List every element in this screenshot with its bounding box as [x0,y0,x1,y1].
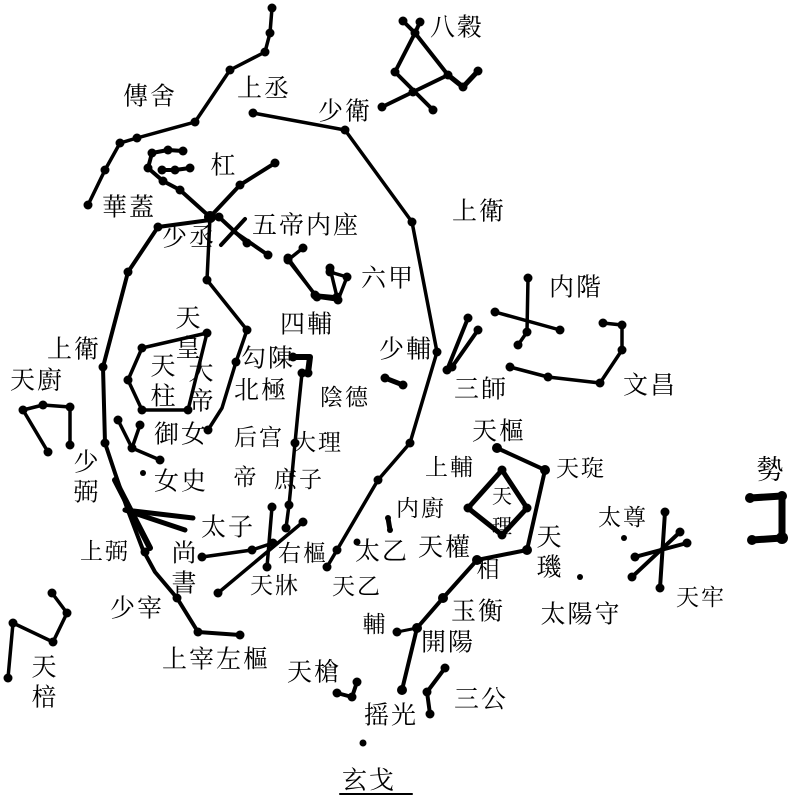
label-tianlao: 天牢 [676,584,726,611]
label-tianbang: 棓 [31,682,57,712]
star [236,181,245,190]
star [514,341,523,350]
star [311,291,320,300]
star [444,71,453,80]
star [269,539,278,548]
star [243,326,252,335]
star [4,674,13,683]
star [124,268,133,277]
star [164,146,173,155]
constellation-line [267,507,272,567]
star [391,68,400,77]
star [136,421,145,430]
label-shuzi: 庶子 [274,466,324,493]
star [387,527,393,533]
star [506,363,515,372]
label-tianquan: 天權 [417,532,473,562]
label-shangwei-left: 上衛 [46,334,102,364]
star [138,406,147,415]
label-shangbi: 上弼 [80,538,130,565]
label-xuange: 玄戈 [341,765,397,795]
label-wudineizuo: 五帝内座 [251,210,361,240]
star [138,344,147,353]
label-neijie: 内階 [548,272,604,302]
star [381,374,390,383]
label-taizun: 太尊 [598,504,648,531]
star [596,379,605,388]
star [464,314,473,323]
label-fu: 輔 [362,611,386,638]
label-shaowei: 少衛 [317,96,373,126]
star [128,444,137,453]
star [84,201,93,210]
label-shaozai: 少宰 [109,593,165,623]
label-hougong: 后宫 [234,424,284,451]
label-bagu: 八穀 [429,12,485,42]
star [745,493,755,503]
star [124,376,133,385]
label-nvshi: 女史 [153,466,209,496]
star [141,548,150,557]
star [264,251,273,260]
star [423,688,432,697]
star [179,147,188,156]
star [393,628,402,637]
label-tianli: 理 [492,513,512,538]
constellation-line [88,8,272,205]
label-huagai: 華蓋 [101,192,157,222]
star [243,239,252,248]
label-shi: 勢 [756,455,784,487]
star [268,503,277,512]
star [385,515,391,521]
label-tianxuan: 天琁 [556,455,606,482]
star [776,532,788,544]
label-shangshu: 尚 [171,538,197,568]
label-yuheng: 玉衡 [450,596,506,626]
star [333,293,342,302]
star [248,546,257,555]
label-gouchen: 勾陳 [240,343,296,373]
label-liujia: 六甲 [360,263,416,293]
label-shangwei-right: 上衛 [451,196,507,226]
star [438,593,448,603]
star [618,346,627,355]
star [523,328,532,337]
star [411,29,420,38]
label-tianyi: 天乙 [332,573,382,600]
star [408,218,417,227]
label-shaobi: 少 [73,447,99,477]
star [524,274,533,283]
star [353,678,362,687]
star [326,264,335,273]
star [263,563,272,572]
star [491,308,500,317]
label-taizi: 太子 [200,512,256,542]
star [63,609,72,618]
label-tianhuang: 皇 [175,333,201,363]
label-dadi: 帝 [188,386,214,416]
label-neichu: 内廚 [396,495,446,522]
star [399,17,408,26]
star [661,508,670,517]
label-dali: 大理 [293,429,343,456]
star [266,29,275,38]
label-yaoguang: 摇光 [363,700,419,730]
label-tianzhu-pillar: 柱 [150,381,176,411]
star [186,164,195,173]
star [631,553,640,562]
label-yunv: 御女 [153,419,209,449]
star [378,103,387,112]
star [523,504,532,513]
star [39,401,48,410]
star [406,439,415,448]
label-sifu: 四輔 [279,309,335,339]
constellation-line [750,496,782,540]
star [448,363,457,372]
star [116,139,125,148]
star [19,406,28,415]
label-shaocheng: 少丞 [161,222,217,252]
label-shangshu: 書 [171,568,197,598]
star [333,546,342,555]
star [156,456,165,465]
star [140,470,146,476]
star [498,466,507,475]
star [44,448,53,457]
label-di: 帝 [233,464,257,491]
star [299,518,308,527]
star [66,403,75,412]
label-tianzhu-pillar: 天 [150,351,176,381]
star [249,109,258,118]
star [618,321,627,330]
star [282,524,291,533]
label-taiyi: 太乙 [354,536,410,566]
constellation-line [395,33,415,72]
star [144,164,153,173]
label-tianji: 璣 [536,552,562,582]
star [397,685,407,695]
label-sanshi: 三師 [453,374,509,404]
star [441,664,450,673]
star [271,159,280,168]
star [101,439,110,448]
label-tianchu-kitchen: 天廚 [9,365,65,395]
star [341,126,350,135]
label-gang: 杠 [210,150,236,180]
star [203,329,212,338]
star [522,545,532,555]
star [158,166,167,175]
star [114,416,123,425]
star [628,573,637,582]
star [171,166,180,175]
star [101,166,110,175]
star [198,553,207,562]
label-shaobi: 弼 [73,477,99,507]
star [99,363,108,372]
star [133,134,142,143]
star [544,373,553,382]
star [48,589,57,598]
star [656,584,665,593]
label-wenchang: 文昌 [622,370,678,400]
star [191,118,200,127]
star [159,177,168,186]
star [416,18,425,27]
star [333,689,342,698]
label-dadi: 大 [188,356,214,386]
label-tianchuang: 天牀 [250,572,300,599]
star [429,106,438,115]
star [49,638,58,647]
label-tianqiang-spear: 天槍 [286,657,342,687]
star [676,528,685,537]
constellation-line [23,405,70,452]
star [599,319,608,328]
star [204,211,216,223]
label-xiang: 相 [476,556,500,583]
constellation-line [148,150,210,217]
star [459,83,468,92]
star [215,213,224,222]
star [433,348,442,357]
label-tianbang: 天 [31,652,57,682]
star [9,619,18,628]
star [261,48,270,57]
label-tianli: 天 [492,483,512,508]
star [194,628,203,637]
star [474,67,483,76]
star [176,186,185,195]
star [284,254,293,263]
label-shangfu: 上輔 [425,454,475,481]
star [540,465,550,475]
star [409,88,418,97]
label-shangzai-zuoshu: 上宰左樞 [161,644,271,674]
star [214,589,223,598]
label-tianhuang: 天 [175,303,201,333]
star [464,504,473,513]
star [474,326,483,335]
label-shangcheng: 上丞 [236,73,292,103]
star [343,273,352,282]
label-kaiyang: 開陽 [420,627,476,657]
star [148,149,157,158]
label-sangong: 三公 [453,684,509,714]
label-tianshu: 天樞 [471,416,527,446]
label-chuanshe: 傳舍 [122,81,178,111]
star [232,358,241,367]
star [268,4,277,13]
label-shaofu: 少輔 [378,334,434,364]
star [203,276,212,285]
star [360,740,367,747]
star [556,326,565,335]
star [374,476,383,485]
star [683,539,692,548]
label-taiyangshou: 太陽守 [540,599,622,629]
label-tianji: 天 [536,522,562,552]
star [747,535,757,545]
star [577,574,583,580]
star [777,491,787,501]
star [621,535,627,541]
star [348,693,357,702]
label-yinde: 陰德 [320,384,370,411]
star [399,381,408,390]
star [426,710,435,719]
label-beiji: 北極 [233,375,289,405]
star [236,631,245,640]
star [226,66,235,75]
star [299,244,308,253]
star [285,501,294,510]
star [298,369,307,378]
label-youshu: 右樞 [278,540,328,567]
